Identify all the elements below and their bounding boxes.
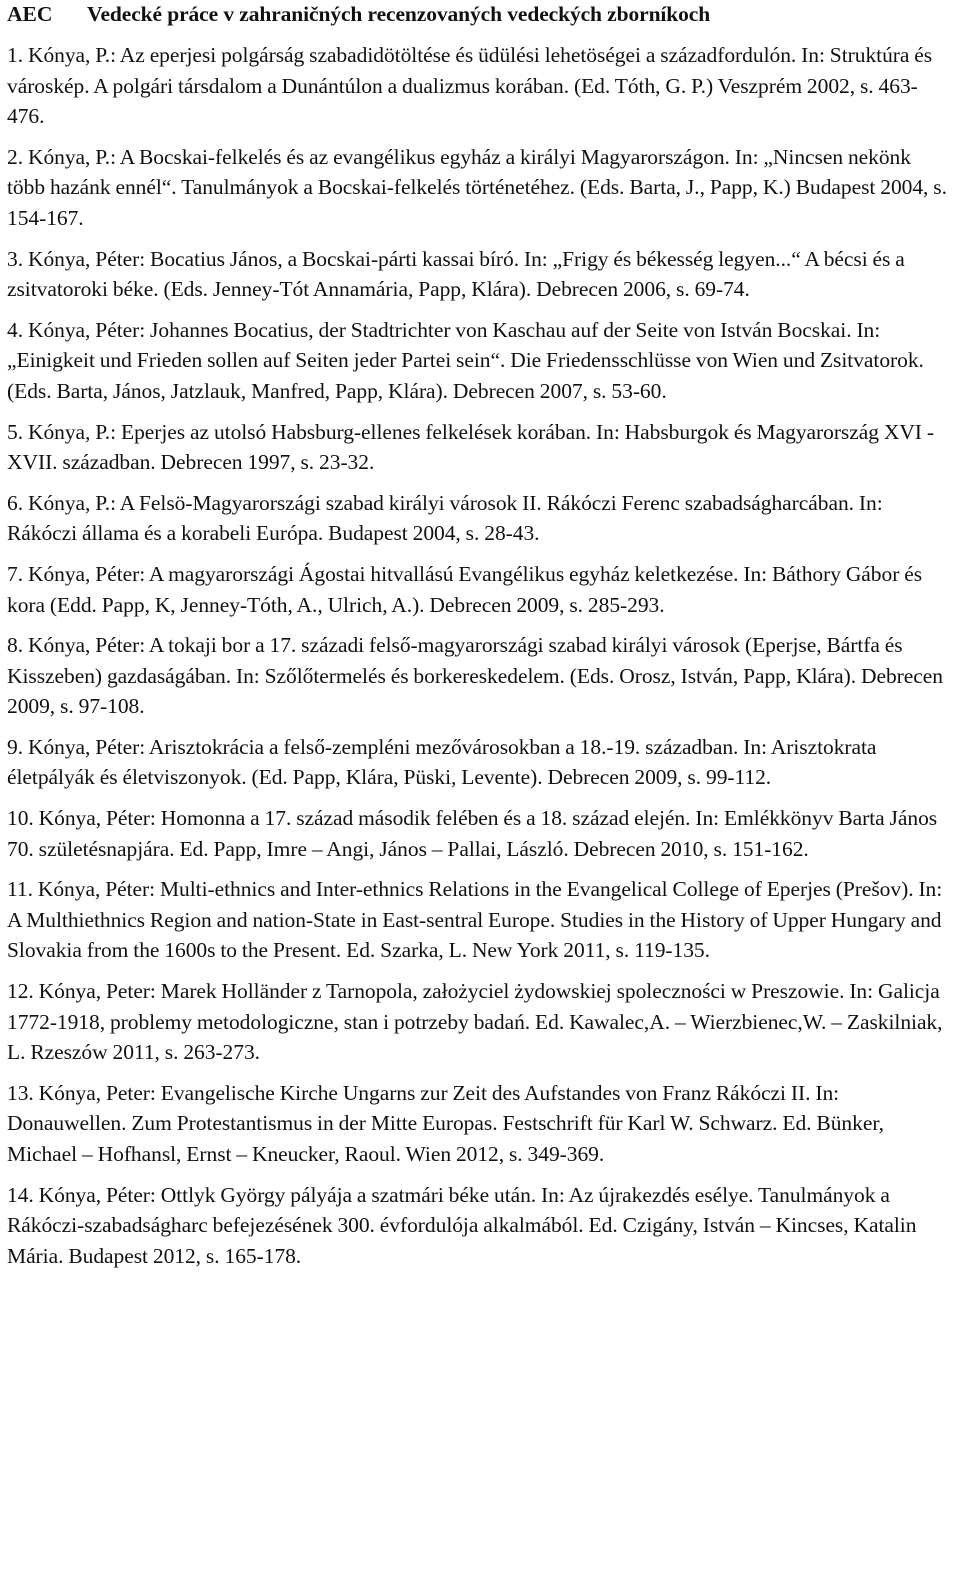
entry-number: 2. bbox=[7, 144, 24, 169]
entry-number: 12. bbox=[7, 979, 34, 1004]
entry-number: 8. bbox=[7, 633, 24, 658]
entry-text: Kónya, Péter: A tokaji bor a 17. századi felső-magyarországi szabad királyi városok (Eperjse, Bártfa és Kisszeben) gazdaságában. In: Szőlőtermelés és borkereskedelem. (Eds. Orosz, István, Papp, Klára). Debrecen 2009, s. 97-108. bbox=[7, 633, 943, 719]
entry-number: 11. bbox=[7, 877, 33, 902]
entry-text: Kónya, Péter: A magyarországi Ágostai hitvallású Evangélikus egyház keletkezése. In: Báthory Gábor és kora (Edd. Papp, K, Jenney-Tóth, A., Ulrich, A.). Debrecen 2009, s. 285-293. bbox=[7, 561, 923, 617]
publication-entry bbox=[7, 1078, 953, 1170]
entry-number: 9. bbox=[7, 734, 24, 759]
publication-entry bbox=[7, 1180, 953, 1272]
entry-text: Kónya, Péter: Arisztokrácia a felső-zempléni mezővárosokban a 18.-19. században. In: Arisztokrata életpályák és életviszonyok. (Ed. Papp, Klára, Püski, Levente). Debrecen 2009, s. 99-112. bbox=[7, 734, 877, 790]
publication-entry bbox=[7, 40, 953, 132]
publication-entry bbox=[7, 142, 953, 234]
entry-text: Kónya, P.: A Bocskai-felkelés és az evangélikus egyház a királyi Magyarországon. In: „Nincsen nekönk több hazánk ennél“. Tanulmányok a Bocskai-felkelés történetéhez. (Eds. Barta, J., Papp, K.) Budapest 2004, s. 154-167. bbox=[7, 144, 947, 230]
entry-text: Kónya, Péter: Multi-ethnics and Inter-ethnics Relations in the Evangelical College of Eperjes (Prešov). In: A Multhiethnics Region and nation-State in East-sentral Europe. Studies in the History of Upper Hungary and Slovakia from the 1600s to the Present. Ed. Szarka, L. New York 2011, s. 119-135. bbox=[7, 877, 943, 963]
entry-text: Kónya, P.: Eperjes az utolsó Habsburg-ellenes felkelések korában. In: Habsburgok és Magyarország XVI - XVII. században. Debrecen 1997, s. 23-32. bbox=[7, 419, 934, 475]
entry-number: 7. bbox=[7, 561, 24, 586]
publication-entry bbox=[7, 976, 953, 1068]
section-header bbox=[7, 0, 953, 32]
entry-text: Kónya, Peter: Evangelische Kirche Ungarns zur Zeit des Aufstandes von Franz Rákóczi II. In: Donauwellen. Zum Protestantismus in der Mitte Europas. Festschrift für Karl W. Schwarz. Ed. Bünker, Michael – Hofhansl, Ernst – Kneucker, Raoul. Wien 2012, s. 349-369. bbox=[7, 1080, 884, 1166]
document-page bbox=[7, 0, 953, 1281]
publication-entry bbox=[7, 315, 953, 407]
entry-text: Kónya, P.: A Felsö-Magyarországi szabad királyi városok II. Rákóczi Ferenc szabadságharcában. In: Rákóczi állama és a korabeli Európa. Budapest 2004, s. 28-43. bbox=[7, 490, 883, 546]
publication-list bbox=[7, 40, 953, 1271]
publication-entry bbox=[7, 244, 953, 305]
entry-number: 6. bbox=[7, 490, 24, 515]
section-code: AEC bbox=[7, 2, 53, 26]
entry-number: 5. bbox=[7, 419, 24, 444]
entry-text: Kónya, P.: Az eperjesi polgárság szabadidötöltése és üdülési lehetöségei a századfordulón. In: Struktúra és városkép. A polgári társdalom a Dunántúlon a dualizmus korában. (Ed. Tóth, G. P.) Veszprém 2002, s. 463-476. bbox=[7, 43, 933, 129]
publication-entry bbox=[7, 417, 953, 478]
entry-text: Kónya, Péter: Johannes Bocatius, der Stadtrichter von Kaschau auf der Seite von István Bocskai. In: „Einigkeit und Frieden sollen auf Seiten jeder Partei sein“. Die Friedensschlüsse von Wien und Zsitvatorok. (Eds. Barta, János, Jatzlauk, Manfred, Papp, Klára). Debrecen 2007, s. 53-60. bbox=[7, 317, 924, 403]
entry-text: Kónya, Peter: Marek Holländer z Tarnopola, założyciel żydowskiej spoleczności w Preszowie. In: Galicja 1772-1918, problemy metodologiczne, stan i potrzeby badań. Ed. Kawalec,A. – Wierzbienec,W. – Zaskilniak, L. Rzeszów 2011, s. 263-273. bbox=[7, 979, 943, 1065]
entry-text: Kónya, Péter: Homonna a 17. század második felében és a 18. század elején. In: Emlékkönyv Barta János 70. születésnapjára. Ed. Papp, Imre – Angi, János – Pallai, László. Debrecen 2010, s. 151-162. bbox=[7, 806, 938, 861]
entry-number: 10. bbox=[7, 806, 34, 831]
publication-entry bbox=[7, 630, 953, 722]
entry-number: 4. bbox=[7, 317, 24, 342]
entry-number: 14. bbox=[7, 1182, 34, 1207]
publication-entry bbox=[7, 874, 953, 966]
publication-entry bbox=[7, 803, 953, 864]
entry-text: Kónya, Péter: Bocatius János, a Bocskai-párti kassai bíró. In: „Frigy és békesség legyen...“ A bécsi és a zsitvatoroki béke. (Eds. Jenney-Tót Annamária, Papp, Klára). Debrecen 2006, s. 69-74. bbox=[7, 246, 905, 302]
publication-entry bbox=[7, 488, 953, 549]
entry-number: 13. bbox=[7, 1080, 34, 1105]
entry-number: 1. bbox=[7, 43, 24, 67]
publication-entry bbox=[7, 732, 953, 793]
section-title: Vedecké práce v zahraničných recenzovaných vedeckých zborníkoch bbox=[87, 2, 711, 26]
entry-text: Kónya, Péter: Ottlyk György pályája a szatmári béke után. In: Az újrakezdés esélye. Tanulmányok a Rákóczi-szabadságharc befejezésének 300. évfordulója alkalmából. Ed. Czigány, István – Kincses, Katalin Mária. Budapest 2012, s. 165-178. bbox=[7, 1182, 917, 1268]
entry-number: 3. bbox=[7, 246, 24, 271]
publication-entry bbox=[7, 559, 953, 620]
